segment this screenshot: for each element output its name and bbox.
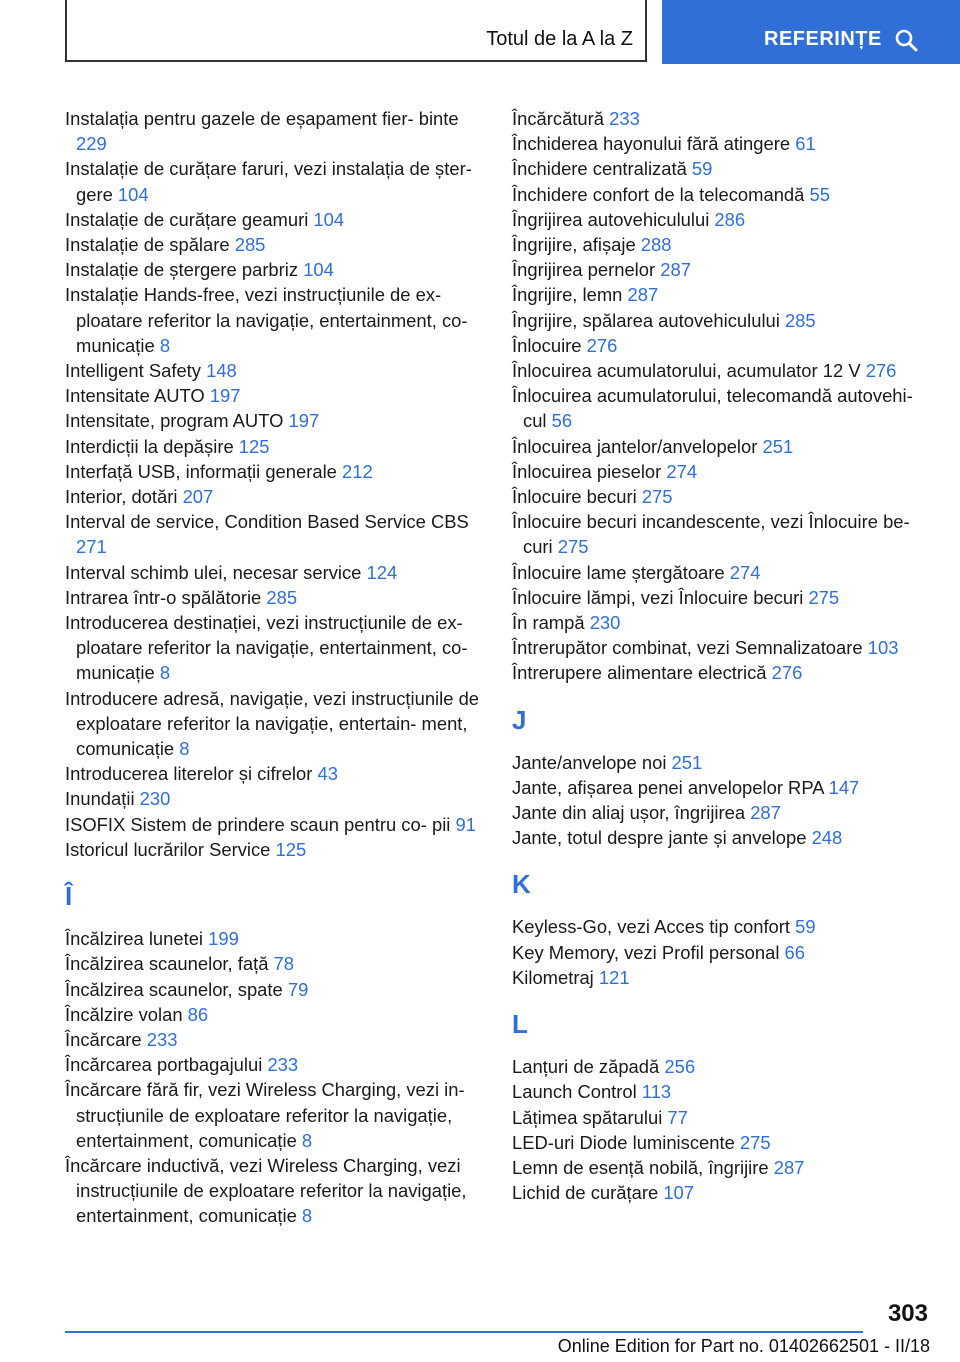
page-link[interactable]: 233 bbox=[146, 1028, 178, 1050]
page-link[interactable]: 285 bbox=[266, 586, 298, 608]
index-entry-text: Înlocuire lame ștergătoare bbox=[512, 561, 730, 583]
index-entry-text: Interval de service, Condition Based Service CBS bbox=[65, 511, 469, 533]
page-link[interactable]: 288 bbox=[640, 234, 672, 256]
index-entry bbox=[512, 282, 932, 307]
index-entry bbox=[65, 459, 485, 484]
footer-divider bbox=[65, 1331, 863, 1333]
index-entry-text: Închidere centralizată bbox=[512, 158, 692, 180]
page-link[interactable]: 285 bbox=[234, 234, 266, 256]
index-entry bbox=[512, 257, 932, 282]
page-link[interactable]: 275 bbox=[557, 536, 589, 558]
index-entry-text: Interval schimb ulei, necesar service bbox=[65, 561, 367, 583]
index-entry-text: ISOFIX Sistem de prindere scaun pentru co- pii bbox=[65, 813, 456, 835]
page-link[interactable]: 8 bbox=[159, 334, 171, 356]
index-entry-text: Înlocuirea pieselor bbox=[512, 460, 667, 482]
index-entry-text: Instalație de ștergere parbriz bbox=[65, 259, 304, 281]
page-link[interactable]: 107 bbox=[663, 1182, 694, 1204]
page-link[interactable]: 207 bbox=[182, 486, 214, 508]
page-link[interactable]: 124 bbox=[366, 561, 398, 583]
page-link[interactable]: 91 bbox=[455, 813, 476, 835]
page-link[interactable]: 251 bbox=[671, 751, 703, 773]
page-link[interactable]: 79 bbox=[287, 978, 309, 1000]
index-entry bbox=[65, 761, 485, 786]
index-entry bbox=[65, 977, 485, 1002]
header-title: Totul de la A la Z bbox=[486, 28, 633, 50]
index-entry bbox=[65, 207, 485, 232]
index-entry bbox=[65, 257, 485, 282]
index-entry bbox=[512, 358, 932, 383]
page-link[interactable]: 43 bbox=[317, 763, 338, 785]
index-entry-text: Introducerea literelor și cifrelor bbox=[65, 763, 318, 785]
index-entry bbox=[512, 1054, 932, 1079]
page-link[interactable]: 233 bbox=[609, 108, 640, 129]
page-link[interactable]: 121 bbox=[598, 966, 630, 988]
index-entry-text: Încărcare bbox=[65, 1028, 147, 1050]
index-entry-text: Înlocuirea jantelor/anvelopelor bbox=[512, 435, 763, 457]
index-entry-text: Interdicții la depășire bbox=[65, 435, 239, 457]
index-entry-text: Întrerupere alimentare electrică bbox=[512, 662, 772, 684]
index-entry-text: Instalație de curățare geamuri bbox=[65, 208, 314, 230]
index-entry bbox=[512, 1155, 932, 1180]
index-entry bbox=[65, 812, 485, 837]
page-link[interactable]: 276 bbox=[771, 662, 803, 684]
index-entry-text: Instalația pentru gazele de eșapament fier- binte bbox=[65, 108, 459, 129]
index-entry-text: Launch Control bbox=[512, 1081, 642, 1103]
page-link[interactable]: 230 bbox=[589, 612, 621, 634]
index-entry bbox=[65, 282, 485, 358]
index-entry-text: Lemn de esență nobilă, îngrijire bbox=[512, 1156, 774, 1178]
page-link[interactable]: 212 bbox=[342, 460, 373, 482]
index-entry-text: Intensitate, program AUTO bbox=[65, 410, 289, 432]
page-link[interactable]: 125 bbox=[275, 838, 307, 860]
page-link[interactable]: 275 bbox=[808, 586, 840, 608]
index-entry-text: Închiderea hayonului fără atingere bbox=[512, 133, 796, 155]
page-link[interactable]: 230 bbox=[139, 788, 171, 810]
index-entry bbox=[65, 484, 485, 509]
index-entry-text: Jante, totul despre jante și anvelope bbox=[512, 827, 812, 849]
index-entry-text: Înlocuire lămpi, vezi Înlocuire becuri bbox=[512, 586, 809, 608]
page-link[interactable]: 276 bbox=[586, 334, 618, 356]
index-entry-text: Înlocuirea acumulatorului, acumulator 12 V bbox=[512, 360, 866, 382]
index-entry-text: Istoricul lucrărilor Service bbox=[65, 838, 276, 860]
index-entry-text: Întrerupător combinat, vezi Semnalizatoare bbox=[512, 637, 868, 659]
page-link[interactable]: 287 bbox=[750, 802, 781, 824]
page-link[interactable]: 256 bbox=[664, 1056, 696, 1078]
index-entry bbox=[512, 585, 932, 610]
index-entry bbox=[512, 484, 932, 509]
index-entry-text: Încărcare inductivă, vezi Wireless Charging, vezi instrucțiunile de exploatare referitor la navigație, entertainment, comunicație bbox=[65, 1154, 467, 1227]
page-link[interactable]: 113 bbox=[641, 1081, 672, 1103]
index-entry bbox=[65, 106, 485, 156]
page-link[interactable]: 251 bbox=[762, 435, 794, 457]
index-entry-text: Jante, afișarea penei anvelopelor RPA bbox=[512, 776, 829, 798]
page-link[interactable]: 271 bbox=[76, 536, 107, 558]
page-link[interactable]: 248 bbox=[811, 827, 843, 849]
index-entry bbox=[512, 635, 932, 660]
index-entry-text: Îngrijire, spălarea autovehiculului bbox=[512, 309, 785, 331]
page-link[interactable]: 287 bbox=[773, 1156, 805, 1178]
index-entry bbox=[65, 951, 485, 976]
page-link[interactable]: 199 bbox=[208, 928, 239, 950]
index-entry bbox=[65, 610, 485, 686]
index-entry-text: Introducere adresă, navigație, vezi instrucțiunile de exploatare referitor la navigație, entertain- ment, comunicație bbox=[65, 687, 480, 760]
page-link[interactable]: 197 bbox=[288, 410, 320, 432]
page-link[interactable]: 229 bbox=[76, 133, 107, 155]
index-entry-text: Încălzirea scaunelor, față bbox=[65, 953, 274, 975]
page-link[interactable]: 148 bbox=[206, 360, 237, 382]
index-entry bbox=[512, 1105, 932, 1130]
page-link[interactable]: 274 bbox=[666, 460, 698, 482]
index-entry bbox=[512, 914, 932, 939]
index-column-left bbox=[65, 106, 485, 1229]
index-entry bbox=[512, 333, 932, 358]
index-entry-text: Înlocuire bbox=[512, 334, 587, 356]
index-entry bbox=[512, 509, 932, 559]
index-entry bbox=[65, 1027, 485, 1052]
index-entry bbox=[512, 825, 932, 850]
index-entry bbox=[65, 1077, 485, 1153]
index-entry bbox=[512, 1079, 932, 1104]
index-entry-text: Îngrijirea pernelor bbox=[512, 259, 661, 281]
page-link[interactable]: 55 bbox=[809, 183, 830, 205]
index-entry-text: Încărcare fără fir, vezi Wireless Charging, vezi in- strucțiunile de exploatare referitor la navigație, entertainment, comunicație bbox=[65, 1079, 465, 1151]
page-link[interactable]: 233 bbox=[267, 1054, 299, 1076]
edition-text: Online Edition for Part no. 01402662501 - II/18 bbox=[557, 1336, 930, 1356]
index-entry bbox=[512, 308, 932, 333]
page-link[interactable]: 275 bbox=[739, 1131, 771, 1153]
index-entry-text: LED-uri Diode luminiscente bbox=[512, 1131, 740, 1153]
index-entry-text: În rampă bbox=[512, 612, 590, 634]
section-letter: L bbox=[512, 1009, 528, 1040]
index-entry-text: Introducerea destinației, vezi instrucțiunile de ex- ploatare referitor la navigație, entertainment, co- municație bbox=[65, 612, 468, 684]
index-entry-text: Închidere confort de la telecomandă bbox=[512, 183, 810, 205]
page-link[interactable]: 77 bbox=[667, 1106, 688, 1128]
page-link[interactable]: 285 bbox=[784, 309, 816, 331]
index-entry bbox=[512, 106, 932, 131]
index-entry-text: Keyless-Go, vezi Acces tip confort bbox=[512, 916, 796, 938]
index-entry bbox=[512, 182, 932, 207]
references-tab[interactable] bbox=[662, 0, 960, 64]
page-link[interactable]: 8 bbox=[159, 662, 171, 684]
index-entry-text: Intelligent Safety bbox=[65, 360, 207, 382]
page-link[interactable]: 78 bbox=[273, 953, 295, 975]
index-entry-text: Lichid de curățare bbox=[512, 1182, 664, 1204]
page-link[interactable]: 8 bbox=[301, 1129, 313, 1151]
index-entry-text: Încălzirea scaunelor, spate bbox=[65, 978, 288, 1000]
index-entry bbox=[512, 383, 932, 433]
index-entry bbox=[512, 207, 932, 232]
page-link[interactable]: 8 bbox=[301, 1205, 313, 1227]
index-entry bbox=[65, 408, 485, 433]
page-link[interactable]: 8 bbox=[179, 738, 190, 760]
section-letter: K bbox=[512, 869, 531, 900]
index-entry-text: Îngrijire, lemn bbox=[512, 284, 628, 306]
page-link[interactable]: 286 bbox=[714, 208, 746, 230]
index-entry-text: Instalație de curățare faruri, vezi instalația de șter- gere bbox=[65, 158, 472, 205]
index-entry-text: Înlocuire becuri incandescente, vezi Înlocuire be- curi bbox=[512, 511, 910, 558]
index-entry bbox=[512, 560, 932, 585]
index-entry bbox=[65, 926, 485, 951]
page-link[interactable]: 274 bbox=[729, 561, 761, 583]
index-entry-text: Interfață USB, informații generale bbox=[65, 460, 343, 482]
section-letter: J bbox=[512, 704, 527, 735]
page-link[interactable]: 56 bbox=[551, 410, 573, 432]
page-link[interactable]: 104 bbox=[313, 208, 345, 230]
index-column-right bbox=[512, 106, 932, 1205]
index-entry bbox=[65, 383, 485, 408]
page-link[interactable]: 275 bbox=[641, 486, 673, 508]
page-link[interactable]: 66 bbox=[784, 941, 806, 963]
index-entry bbox=[65, 786, 485, 811]
page-link[interactable]: 147 bbox=[828, 776, 860, 798]
page-link[interactable]: 103 bbox=[867, 637, 899, 659]
index-entry-text: Lanțuri de zăpadă bbox=[512, 1056, 665, 1078]
index-entry-text: Jante/anvelope noi bbox=[512, 751, 672, 773]
index-entry bbox=[65, 560, 485, 585]
index-entry bbox=[65, 358, 485, 383]
index-entry bbox=[65, 1052, 485, 1077]
index-entry bbox=[512, 1130, 932, 1155]
index-entry-text: Instalație Hands-free, vezi instrucțiunile de ex- ploatare referitor la navigație, entertainment, co- municație bbox=[65, 284, 468, 356]
page-link[interactable]: 125 bbox=[238, 435, 270, 457]
index-entry-text: Încărcarea portbagajului bbox=[65, 1054, 268, 1076]
page-link[interactable]: 287 bbox=[660, 259, 691, 281]
index-entry bbox=[65, 156, 485, 206]
index-entry-text: Înlocuire becuri bbox=[512, 486, 642, 508]
index-entry-text: Îngrijirea autovehiculului bbox=[512, 208, 715, 230]
index-entry bbox=[512, 434, 932, 459]
index-entry-text: Lățimea spătarului bbox=[512, 1106, 668, 1128]
index-entry bbox=[65, 509, 485, 559]
header-title-box bbox=[65, 0, 647, 62]
index-entry-text: Încălzire volan bbox=[65, 1003, 188, 1025]
page-link[interactable]: 104 bbox=[303, 259, 334, 281]
index-entry-text: Kilometraj bbox=[512, 966, 599, 988]
page-link[interactable]: 86 bbox=[187, 1003, 209, 1025]
page-number: 303 bbox=[887, 1300, 928, 1327]
page-link[interactable]: 197 bbox=[209, 385, 241, 407]
section-letter: Î bbox=[65, 881, 73, 912]
index-entry-text: Key Memory, vezi Profil personal bbox=[512, 941, 785, 963]
index-entry-text: Jante din aliaj ușor, îngrijirea bbox=[512, 802, 751, 824]
page-link[interactable]: 61 bbox=[795, 133, 816, 155]
index-entry bbox=[512, 660, 932, 685]
index-entry bbox=[512, 610, 932, 635]
index-entry-text: Interior, dotări bbox=[65, 486, 183, 508]
index-entry bbox=[512, 775, 932, 800]
references-tab-label: REFERINȚE bbox=[764, 28, 882, 50]
index-entry bbox=[65, 1153, 485, 1229]
index-entry bbox=[512, 156, 932, 181]
index-entry-text: Intensitate AUTO bbox=[65, 385, 210, 407]
index-entry-text: Încărcătură bbox=[512, 108, 610, 129]
index-entry bbox=[512, 800, 932, 825]
index-entry bbox=[65, 585, 485, 610]
page-link[interactable]: 59 bbox=[795, 916, 816, 938]
index-entry-text: Îngrijire, afișaje bbox=[512, 234, 641, 256]
index-entry-text: Înlocuirea acumulatorului, telecomandă autovehi- cul bbox=[512, 385, 913, 432]
index-entry bbox=[65, 1002, 485, 1027]
index-entry bbox=[65, 686, 485, 762]
index-entry bbox=[65, 434, 485, 459]
index-entry bbox=[512, 131, 932, 156]
page-link[interactable]: 104 bbox=[117, 183, 149, 205]
index-entry bbox=[512, 232, 932, 257]
index-entry bbox=[512, 459, 932, 484]
index-entry bbox=[65, 837, 485, 862]
index-entry bbox=[65, 232, 485, 257]
page-link[interactable]: 287 bbox=[627, 284, 659, 306]
index-entry bbox=[512, 1180, 932, 1205]
index-entry bbox=[512, 965, 932, 990]
index-entry bbox=[512, 750, 932, 775]
index-entry-text: Inundații bbox=[65, 788, 140, 810]
page-link[interactable]: 276 bbox=[865, 360, 897, 382]
index-entry-text: Instalație de spălare bbox=[65, 234, 235, 256]
index-entry-text: Intrarea într-o spălătorie bbox=[65, 586, 267, 608]
index-entry bbox=[512, 940, 932, 965]
page-link[interactable]: 59 bbox=[691, 158, 713, 180]
index-entry-text: Încălzirea lunetei bbox=[65, 928, 209, 950]
search-icon[interactable] bbox=[894, 28, 918, 52]
